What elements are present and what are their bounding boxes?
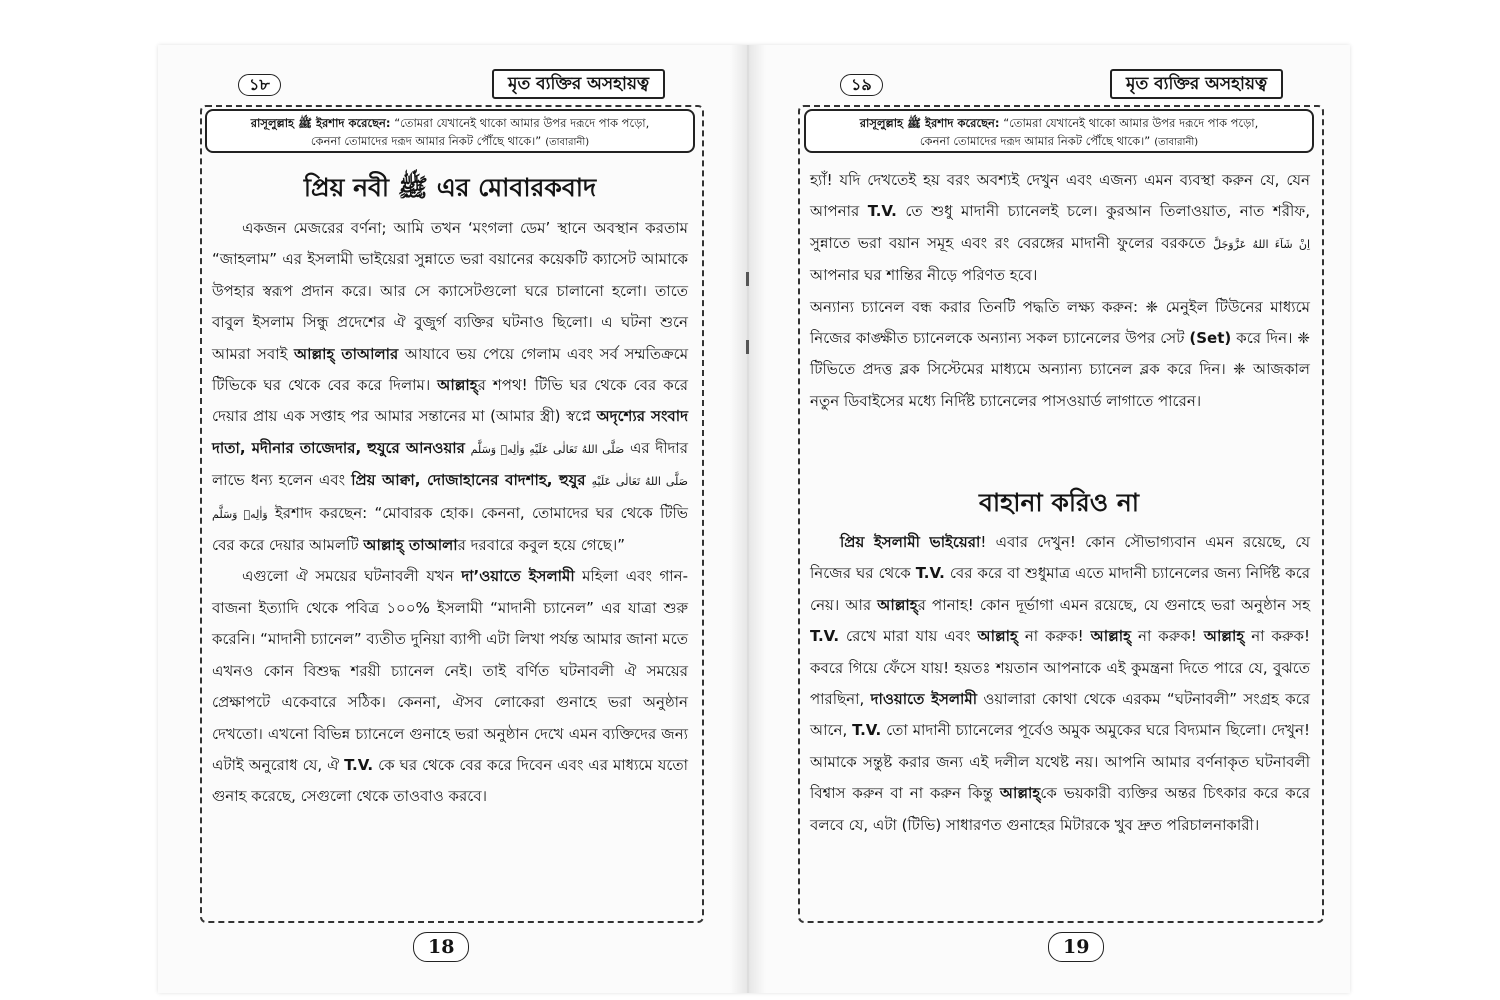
- text-run: ! এবার দেখুন! কোন সৌভাগ্যবান এমন রয়েছে, যে নিজের ঘর থেকে: [810, 533, 1311, 583]
- bullet-icon: ❈: [1233, 360, 1246, 379]
- left-body-text: [212, 213, 688, 813]
- bullet-icon: ❈: [1145, 297, 1159, 316]
- hadith-line-2: কেননা তোমাদের দরূদ আমার নিকট পৌঁছে থাকে।”: [919, 134, 1151, 148]
- bold-run: প্রিয় আক্বা, দোজাহানের বাদশাহ, হুযুর: [351, 471, 586, 490]
- text-run: আযাবে ভয় পেয়ে গেলাম এবং সর্ব সম্মতিক্রমে টিভিকে ঘর থেকে বের করে দিলাম।: [212, 344, 689, 395]
- footer-page-number: 19: [1048, 932, 1104, 962]
- text-run: ওয়ালারা কোথা থেকে এরকম “ঘটনাবলী” সংগ্রহ করে আনে,: [810, 690, 1310, 740]
- text-run: মেনুইল টিউনের মাধ্যমে নিজের কাঙ্ক্ষীত চ্যানেলকে অন্যান্য সকল চ্যানেলের উপর সেট: [810, 297, 1311, 348]
- section-heading: বাহানা করিও না: [978, 488, 1140, 517]
- paragraph: [212, 561, 688, 812]
- text-run: আপনার ঘর শান্তির নীড়ে পরিণত হবে।: [810, 266, 1038, 285]
- section-heading: প্রিয় নবী ﷺ এর মোবারকবাদ: [303, 173, 597, 202]
- bold-run: আল্লাহ্: [437, 376, 478, 395]
- header-page-number: ১৮: [238, 74, 281, 96]
- running-header-title: মৃত ব্যক্তির অসহায়ত্ব: [492, 69, 665, 99]
- text-run: এর দীদার লাভে ধন্য হলেন এবং: [212, 438, 688, 490]
- bold-run: T.V.: [915, 564, 945, 583]
- text-run: রেখে মারা যায় এবং: [839, 627, 978, 646]
- text-run: টিভিতে প্রদত্ত ব্লক সিস্টেমের মাধ্যমে অন্যান্য চ্যানেল ব্লক করে দিন।: [810, 360, 1234, 379]
- arabic-salutation: صَلَّی اللهُ تَعَالٰی عَلَيْهِ وَاٰلِهٖ وَسَلَّم: [212, 475, 688, 521]
- hadith-line-2: কেননা তোমাদের দরূদ আমার নিকট পৌঁছে থাকে।”: [310, 134, 542, 148]
- text-run: তে শুধু মাদানী চ্যানেলই চলে। কুরআন তিলাওয়াত, নাত শরীফ, সুন্নাতে ভরা বয়ান সমূহ এবং রং বেরঙ্গের মাদানী ফুলের বরকতে: [810, 202, 1310, 252]
- text-run: এগুলো ঐ সময়ের ঘটনাবলী যখন: [242, 567, 462, 586]
- right-body-text-top: [810, 165, 1310, 417]
- right-body-text-bottom: [810, 527, 1310, 841]
- footer-page-number: 18: [413, 932, 469, 962]
- hadith-lead: রাসূলুল্লাহ ﷺ ইরশাদ করেছেন:: [250, 116, 391, 130]
- hadith-lead: রাসূলুল্লাহ ﷺ ইরশাদ করেছেন:: [859, 116, 1000, 130]
- bold-run: আল্লাহ্: [999, 784, 1041, 803]
- text-run: কে ভয়কারী ব্যক্তির অন্তর চিৎকার করে করে বলবে যে, এটা (টিভি) সাধারণত গুনাহের মিটারকে খুব দ্রুত পরিচালনাকারী।: [810, 784, 1310, 834]
- paragraph: [212, 213, 688, 561]
- text-run: না করুক! কবরে গিয়ে ফেঁসে যায়! হয়তঃ শয়তান আপনাকে এই কুমন্ত্রনা দিতে পারে যে, বুঝতে পারছিনা,: [810, 627, 1310, 709]
- hadith-box: [205, 109, 695, 153]
- text-run: কে ঘর থেকে বের করে দিবেন এবং এর মাধ্যমে যতো গুনাহ করেছে, সেগুলো থেকে তাওবাও করবে।: [212, 755, 688, 806]
- bold-run: আল্লাহ্: [1203, 627, 1245, 646]
- text-run: না করুক!: [1131, 627, 1204, 646]
- paragraph: [810, 292, 1310, 418]
- bold-run: প্রিয় ইসলামী ভাইয়েরা: [840, 533, 981, 551]
- hadith-line-1: “তোমরা যেখানেই থাকো আমার উপর দরূদে পাক পড়ো,: [394, 116, 650, 130]
- bold-run: T.V.: [852, 721, 882, 740]
- text-run: বের করে বা শুধুমাত্র এতে মাদানী চ্যানেলের জন্য নির্দিষ্ট করে নেয়। আর: [810, 564, 1310, 614]
- bold-run: আল্লাহ্ তাআলা: [363, 536, 458, 555]
- bold-run: দা’ওয়াতে ইসলামী: [461, 567, 575, 586]
- bold-run: T.V.: [867, 202, 897, 221]
- text-run: করে দিন।: [1231, 329, 1298, 348]
- running-header-title: মৃত ব্যক্তির অসহায়ত্ব: [1110, 69, 1283, 99]
- text-run: অন্যান্য চ্যানেল বন্ধ করার তিনটি পদ্ধতি লক্ষ্য করুন:: [810, 297, 1146, 316]
- text-run: আজকাল নতুন ডিবাইসের মধ্যে নির্দিষ্ট চ্যানেলের পাসওয়ার্ড লাগাতে পারেন।: [810, 360, 1310, 410]
- text-run: র শপথ! টিভি ঘর থেকে বের করে দেয়ার প্রায় এক সপ্তাহ পর আমার সন্তানের মা (আমার স্ত্রী) স্বপ্নে: [212, 376, 688, 426]
- right-page: [760, 45, 1350, 993]
- arabic-insha-allah: اِنْ شَآءَ اللهُ عَزَّوَجَلَّ: [1213, 237, 1311, 251]
- bold-run: আল্লাহ্ তাআলার: [293, 344, 399, 363]
- bold-run: আল্লাহ্: [877, 595, 918, 614]
- left-page: [158, 45, 748, 993]
- bold-run: অদৃশ্যের সংবাদ দাতা, মদীনার তাজেদার, হুযুরে আনওয়ার: [212, 407, 688, 457]
- paragraph: [810, 165, 1310, 292]
- text-run: র দরবারে কবুল হয়ে গেছে।”: [457, 536, 626, 555]
- text-run: তো মাদানী চ্যানেলের পূর্বেও অমুক অমুকের ঘরে বিদ্যমান ছিলো। দেখুন! আমাকে সন্তুষ্ট করার জন্য এই দলীল যথেষ্ট নয়। আপনি আমার বর্ণনাকৃত ঘটনাবলী বিশ্বাস করুন বা না করুন কিন্তু: [810, 721, 1310, 803]
- paragraph: [810, 527, 1310, 841]
- bold-run: আল্লাহ্: [1090, 627, 1132, 646]
- bold-run: দাওয়াতে ইসলামী: [870, 690, 977, 709]
- text-run: হ্যাঁ! যদি দেখতেই হয় বরং অবশ্যই দেখুন এবং এজন্য এমন ব্যবস্থা করুন যে, যেন আপনার: [810, 171, 1310, 221]
- bold-run: T.V.: [344, 755, 374, 774]
- hadith-source: (তাবারানী): [1154, 137, 1199, 148]
- text-run: র পানাহ! কোন দূর্ভাগা এমন রয়েছে, যে গুনাহে ভরা অনুষ্ঠান সহ: [917, 595, 1310, 614]
- text-run: ইরশাদ করছেন: “মোবারক হোক। কেননা, তোমাদের ঘর থেকে টিভি বের করে দেয়ার আমলটি: [212, 503, 688, 555]
- bold-run: আল্লাহ্: [977, 627, 1018, 646]
- bullet-icon: ❈: [1297, 329, 1310, 348]
- bold-run: (Set): [1189, 329, 1232, 348]
- header-page-number: ১৯: [840, 74, 883, 96]
- arabic-salutation: صَلَّی اللهُ تَعَالٰی عَلَيْهِ وَاٰلِهٖ وَسَلَّم: [470, 442, 625, 456]
- text-run: মহিলা এবং গান-বাজনা ইত্যাদি থেকে পবিত্র ১০০% ইসলামী “মাদানী চ্যানেল” এর যাত্রা শুরু করেনি। “মাদানী চ্যানেল” ব্যতীত দুনিয়া ব্যাপী এটা লিখা পর্যন্ত আমার জানা মতে এখনও কোন বিশুদ্ধ শরয়ী চ্যানেল নেই। তাই বর্ণিত ঘটনাবলী ঐ সময়ের প্রেক্ষাপটে একেবারে সঠিক। কেননা, ঐসব লোকেরা গুনাহে ভরা অনুষ্ঠান দেখতো। এখনো বিভিন্ন চ্যানেলে গুনাহে ভরা অনুষ্ঠান দেখে এমন ব্যক্তিদের জন্য এটাই অনুরোধ যে, ঐ: [212, 567, 688, 774]
- text-run: না করুক!: [1017, 627, 1091, 646]
- text-run: একজন মেজরের বর্ণনা; আমি তখন ‘মংগলা ডেম’ স্থানে অবস্থান করতাম “জাহলাম” এর ইসলামী ভাইয়েরা সুন্নাতে ভরা বয়ানের কয়েকটি ক্যাসেট আমাকে উপহার স্বরূপ প্রদান করে। আর সে ক্যাসেটগুলো ঘরে চালানো হলো। তাতে বাবুল ইসলাম সিন্ধু প্রদেশের ঐ বুজুর্গ ব্যক্তির ঘটনাও ছিলো। এ ঘটনা শুনে আমরা সবাই: [212, 219, 688, 363]
- hadith-source: (তাবারানী): [545, 137, 590, 148]
- hadith-line-1: “তোমরা যেখানেই থাকো আমার উপর দরূদে পাক পড়ো,: [1003, 116, 1259, 130]
- bold-run: T.V.: [810, 627, 840, 646]
- hadith-box: [804, 109, 1314, 153]
